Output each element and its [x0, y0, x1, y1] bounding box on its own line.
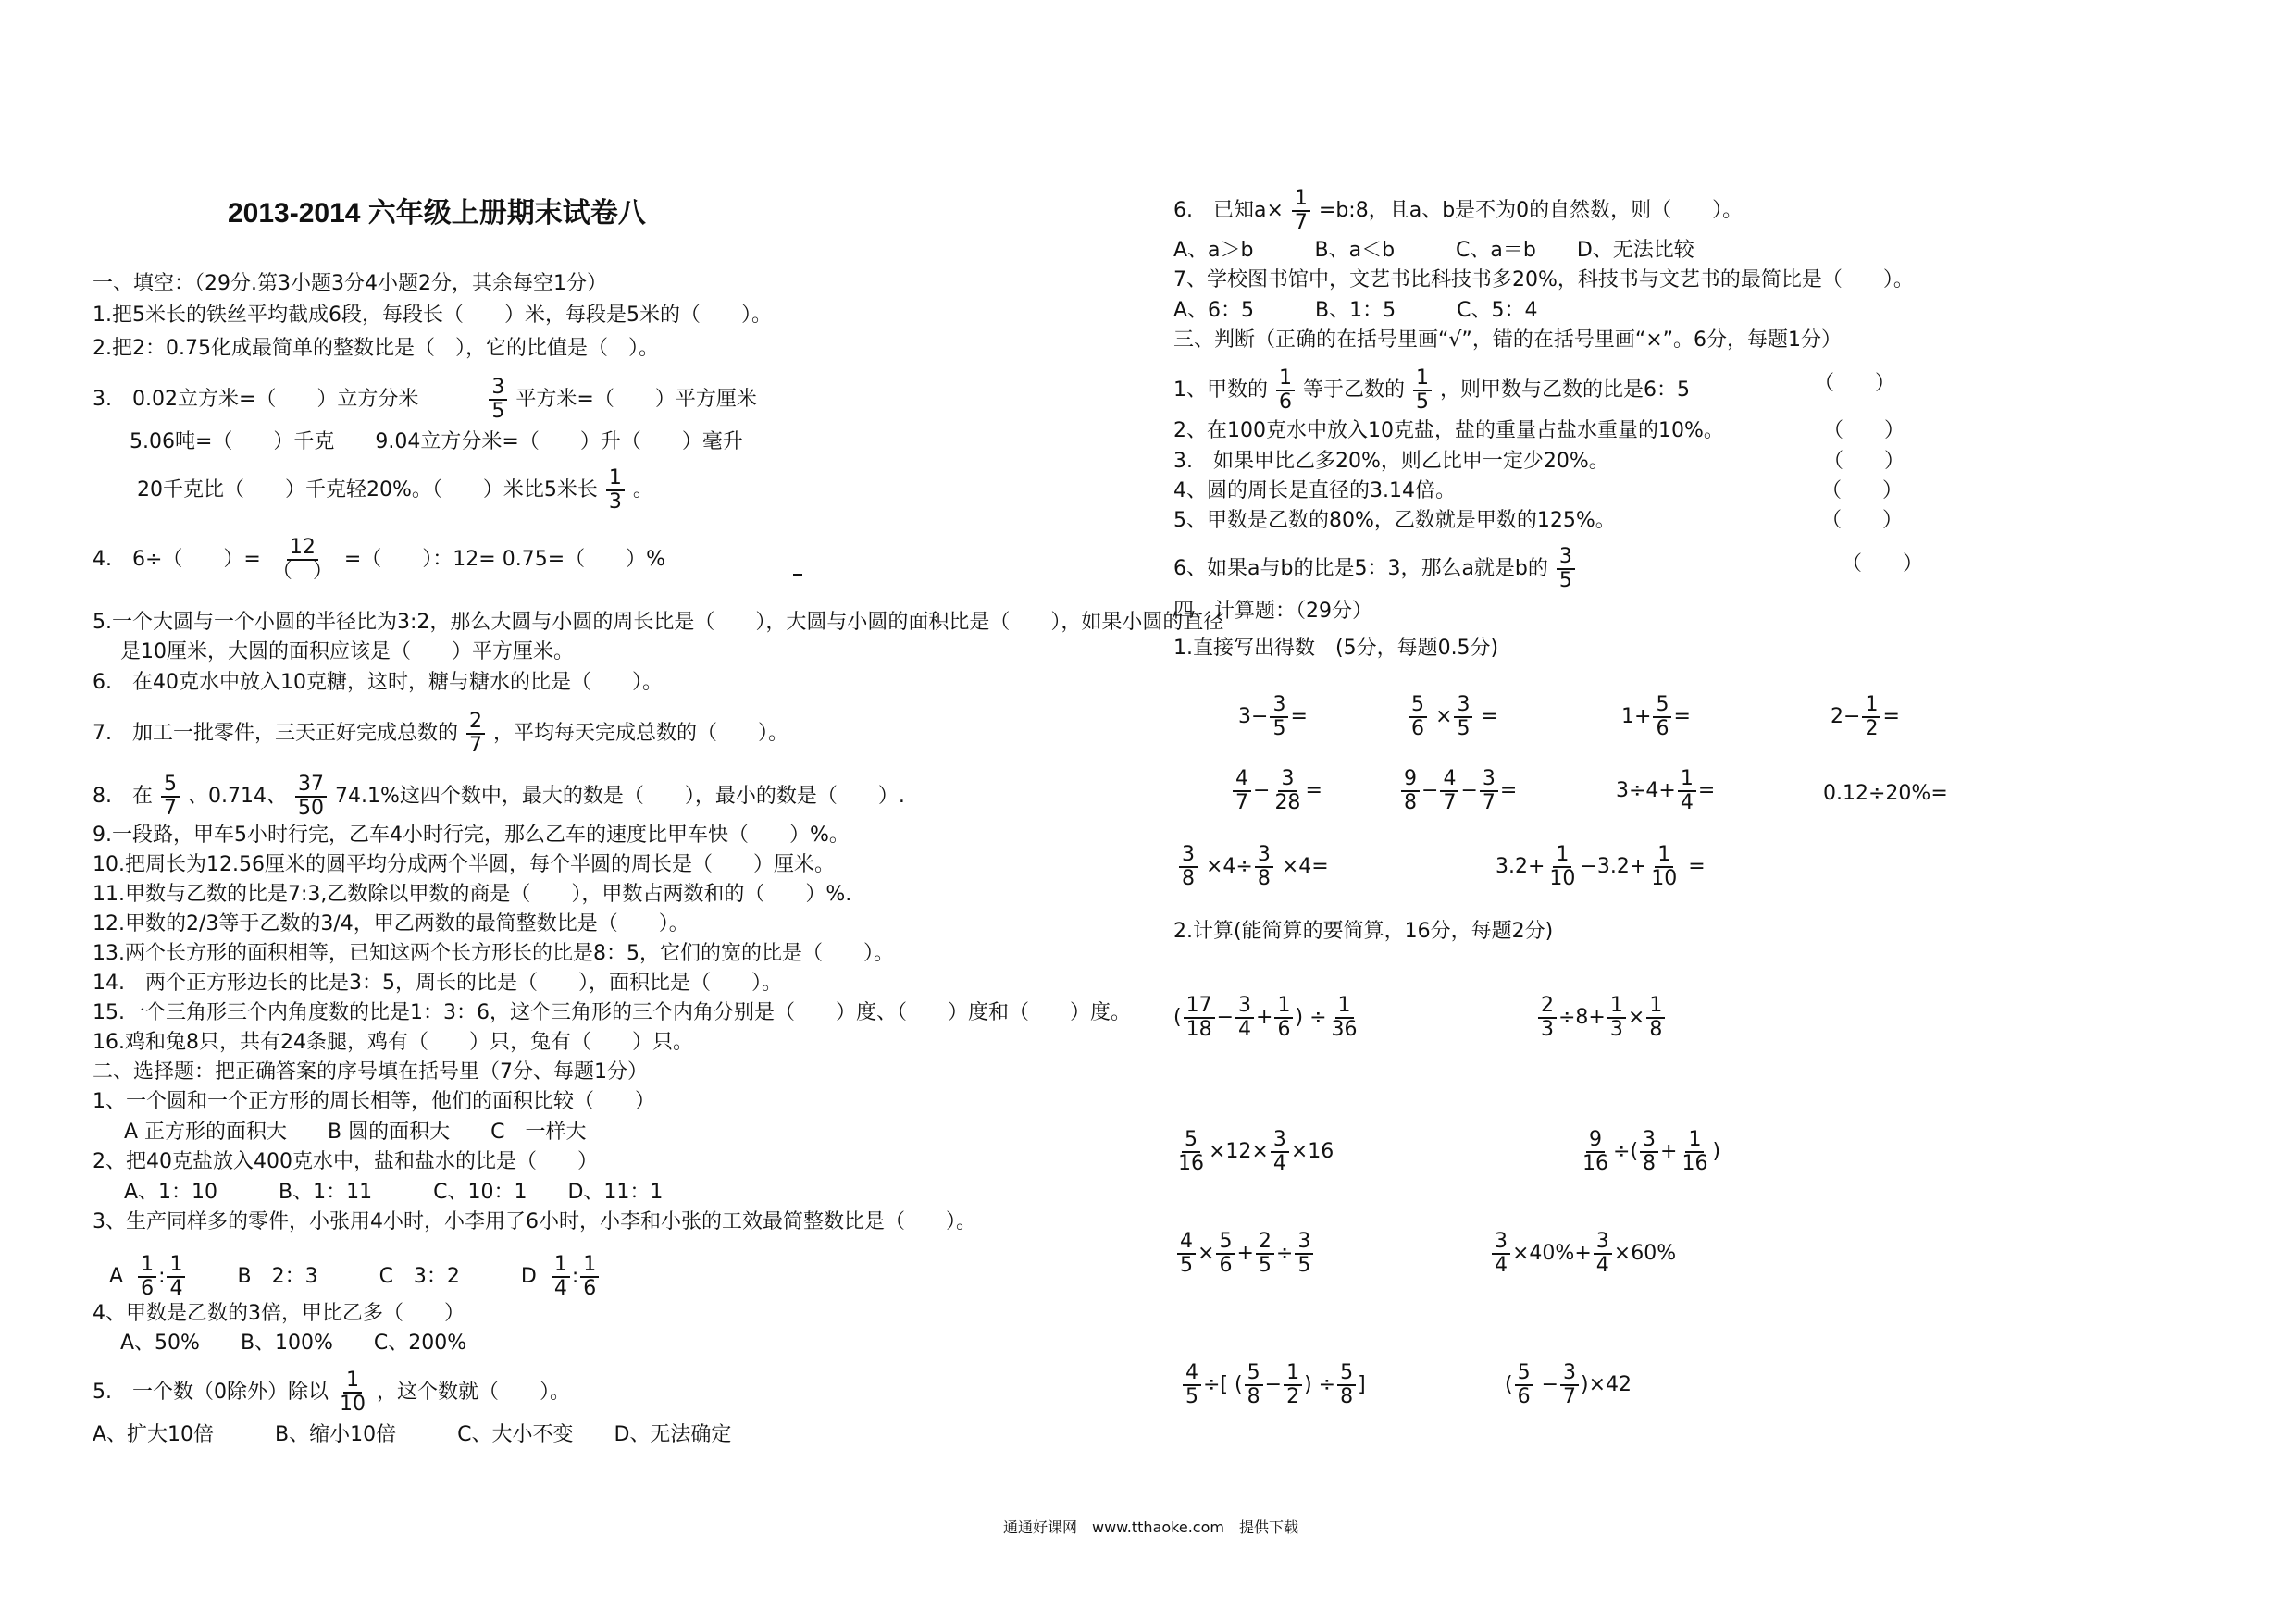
fraction-1-7: $\frac{1}{7}$ [1292, 188, 1310, 234]
calc2-expr-5: $\frac{4}{5}$ × $\frac{5}{6}$ + $\frac{2}{5}$ ÷ $\frac{3}{5}$ [1175, 1231, 1315, 1277]
judge-6-answer-paren: （ ） [1842, 552, 1924, 576]
choice-7-options: A、6：5 B、1：5 C、5：4 [1173, 299, 1538, 322]
question-3-line-3 [137, 467, 653, 514]
calc2-expr-4: $\frac{9}{16}$ ÷( $\frac{3}{8}$ + $\frac{1}{16}$ ) [1582, 1128, 1721, 1175]
calc-2-heading: 2.计算(能简算的要简算，16分，每题2分) [1173, 920, 1554, 943]
choice-4: 4、甲数是乙数的3倍，甲比乙多（ ） [93, 1302, 465, 1325]
calc2-expr-7: $\frac{4}{5}$ ÷[ ( $\frac{5}{8}$ − $\frac{1}{2}$ ) ÷ $\frac{5}{8}$ ] [1181, 1362, 1366, 1408]
judge-2-answer-paren: （ ） [1823, 419, 1905, 442]
choice-6-part-b: =b:8，且a、b是不为0的自然数，则（ ）。 [1318, 199, 1744, 222]
choice-7: 7、学校图书馆中，文艺书比科技书多20%，科技书与文艺书的最简比是（ ）。 [1173, 268, 1914, 291]
section-1-heading: 一、填空：（29分.第3小题3分4小题2分，其余每空1分） [93, 272, 607, 295]
calc2-expr-8: ( $\frac{5}{6}$ − $\frac{3}{7}$ )×42 [1505, 1361, 1632, 1408]
fraction-3-5: $\frac{3}{5}$ [489, 377, 507, 423]
calc-1-heading: 1.直接写出得数 (5分，每题0.5分) [1173, 637, 1499, 660]
choice-4-options: A、50% B、100% C、200% [100, 1332, 467, 1355]
fraction-1-4: $\frac{1}{4}$ [167, 1254, 185, 1300]
question-1: 1.把5米长的铁丝平均截成6段，每段长（ ）米，每段是5米的（ ）。 [93, 304, 772, 327]
calc2-expr-1: ( $\frac{17}{18}$ − $\frac{3}{4}$ + $\frac{1}{6}$ ) ÷ $\frac{1}{36}$ [1173, 994, 1358, 1041]
footer-source: 通通好课网 www.tthaoke.com 提供下载 [1003, 1518, 1298, 1536]
fraction-5-7: $\frac{5}{7}$ [161, 774, 180, 820]
calc2-expr-3: $\frac{5}{16}$ ×12× $\frac{3}{4}$ ×16 [1178, 1128, 1334, 1175]
question-3-line-1 [93, 377, 757, 423]
judge-3: 3. 如果甲比乙多20%，则乙比甲一定少20%。 [1173, 450, 1609, 473]
choice-3-option-a-label: A [109, 1265, 124, 1288]
judge-5-answer-paren: （ ） [1821, 509, 1904, 532]
choice-6-part-a: 6. 已知a× [1173, 199, 1284, 222]
calc-expr-7: 3÷4+ $\frac{1}{4}$ = [1616, 767, 1716, 814]
question-3-line-2: 5.06吨=（ ）千克 9.04立方分米=（ ）升（ ）毫升 [130, 430, 743, 453]
question-13: 13.两个长方形的面积相等，已知这两个长方形长的比是8：5，它们的宽的比是（ ）。 [93, 942, 894, 965]
question-9: 9.一段路，甲车5小时行完，乙车4小时行完，那么乙车的速度比甲车快（ ）%。 [93, 824, 850, 847]
question-3-part-a: 3. 0.02立方米=（ ）立方分米 [93, 388, 419, 411]
judge-1-part-c: ，则甲数与乙数的比是6：5 [1440, 378, 1691, 402]
judge-4-answer-paren: （ ） [1821, 479, 1904, 502]
question-6: 6. 在40克水中放入10克糖，这时，糖与糖水的比是（ ）。 [93, 671, 663, 694]
choice-5-options: A、扩大10倍 B、缩小10倍 C、大小不变 D、无法确定 [93, 1423, 732, 1446]
calc-expr-10: 3.2+ $\frac{1}{10}$ −3.2+ $\frac{1}{10}$ = [1496, 843, 1706, 890]
judge-1-part-b: 等于乙数的 [1303, 378, 1406, 402]
calc-expr-6: $\frac{9}{8}$ − $\frac{4}{7}$ − $\frac{3}{7}$ = [1399, 768, 1517, 814]
fraction-3-5-j: $\frac{3}{5}$ [1557, 546, 1575, 592]
calc2-expr-2: $\frac{2}{3}$ ÷8+ $\frac{1}{3}$ × $\frac{1}{8}$ [1536, 995, 1667, 1041]
fraction-12-blank: $\frac{12}{( )}$ [271, 536, 333, 583]
question-3-part-c: 平方米=（ ）平方厘米 [515, 388, 757, 411]
choice-1: 1、一个圆和一个正方形的周长相等，他们的面积比较（ ） [93, 1090, 655, 1113]
choice-5 [93, 1369, 570, 1416]
choice-3-options: A $\frac{1}{6}$ : $\frac{1}{4}$ B 2：3 C 3：2 D $\frac{1}{4}$ : $\frac{1}{6}$ [109, 1254, 601, 1300]
calc-expr-8: 0.12÷20%= [1823, 782, 1948, 805]
choice-3: 3、生产同样多的零件，小张用4小时，小李用了6小时，小李和小张的工效最简整数比是（ ）。 [93, 1210, 976, 1233]
question-14: 14. 两个正方形边长的比是3：5，周长的比是（ ），面积比是（ ）。 [93, 972, 782, 995]
question-12: 12.甲数的2/3等于乙数的3/4，甲乙两数的最简整数比是（ ）。 [93, 912, 689, 935]
stray-dash-mark [793, 574, 802, 576]
question-8-part-c: 74.1%这四个数中，最大的数是（ ），最小的数是（ ）. [334, 785, 905, 808]
question-16: 16.鸡和兔8只，共有24条腿，鸡有（ ）只，兔有（ ）只。 [93, 1031, 693, 1054]
judge-3-answer-paren: （ ） [1823, 450, 1905, 473]
choice-2-options: A、1：10 B、1：11 C、10：1 D、11：1 [104, 1181, 664, 1204]
fraction-1-6-j: $\frac{1}{6}$ [1276, 367, 1295, 414]
question-5-line-2: 是10厘米，大圆的面积应该是（ ）平方厘米。 [120, 640, 574, 663]
question-2: 2.把2：0.75化成最简单的整数比是（ ），它的比值是（ ）。 [93, 337, 659, 360]
choice-5-part-a: 5. 一个数（0除外）除以 [93, 1381, 329, 1404]
question-8-part-a: 8. 在 [93, 785, 153, 808]
question-10: 10.把周长为12.56厘米的圆平均分成两个半圆，每个半圆的周长是（ ）厘米。 [93, 853, 835, 876]
question-4 [93, 537, 665, 583]
page-title: 2013-2014 六年级上册期末试卷八 [228, 198, 646, 229]
question-5-line-1: 5.一个大圆与一个小圆的半径比为3:2，那么大圆与小圆的周长比是（ ），大圆与小圆的面积比是（ ），如果小圆的直径 [93, 611, 1224, 634]
fraction-1-4-b: $\frac{1}{4}$ [552, 1254, 570, 1300]
choice-6 [1173, 188, 1743, 234]
calc2-expr-6: $\frac{3}{4}$ ×40%+ $\frac{3}{4}$ ×60% [1490, 1231, 1676, 1277]
calc-expr-2: $\frac{5}{6}$ × $\frac{3}{5}$ = [1407, 694, 1498, 740]
question-3-text: 20千克比（ ）千克轻20%。（ ）米比5米长 [137, 478, 598, 502]
question-8-part-b: 、0.714、 [188, 785, 287, 808]
choice-3-options-b-c-d: B 2：3 C 3：2 D [237, 1265, 537, 1288]
question-7-part-a: 7. 加工一批零件，三天正好完成总数的 [93, 722, 458, 745]
calc-expr-3: 1+ $\frac{5}{6}$ = [1621, 693, 1691, 740]
choice-5-part-b: ，这个数就（ ）。 [377, 1381, 571, 1404]
fraction-2-7: $\frac{2}{7}$ [466, 711, 485, 757]
judge-5: 5、甲数是乙数的80%，乙数就是甲数的125%。 [1173, 509, 1616, 532]
question-11: 11.甲数与乙数的比是7:3,乙数除以甲数的商是（ ），甲数占两数和的（ ）%. [93, 883, 852, 906]
judge-6-text: 6、如果a与b的比是5：3，那么a就是b的 [1173, 557, 1548, 580]
section-3-heading: 三、判断（正确的在括号里画“√”，错的在括号里画“×”。6分，每题1分） [1173, 328, 1843, 352]
calc-expr-5: $\frac{4}{7}$ − $\frac{3}{28}$ = [1231, 768, 1322, 814]
fraction-1-3: $\frac{1}{3}$ [606, 467, 625, 514]
fraction-1-6-b: $\frac{1}{6}$ [580, 1254, 599, 1300]
choice-6-options: A、a＞b B、a＜b C、a＝b D、无法比较 [1173, 239, 1694, 262]
fraction-37-50: $\frac{37}{50}$ [295, 774, 327, 820]
question-15: 15.一个三角形三个内角度数的比是1：3：6，这个三角形的三个内角分别是（ ）度、（ ）度和（ ）度。 [93, 1001, 1131, 1024]
question-7 [93, 711, 788, 757]
fraction-1-6: $\frac{1}{6}$ [138, 1254, 156, 1300]
choice-1-options: A 正方形的面积大 B 圆的面积大 C 一样大 [104, 1121, 587, 1144]
judge-2: 2、在100克水中放入10克盐，盐的重量占盐水重量的10%。 [1173, 419, 1724, 442]
question-7-part-b: ，平均每天完成总数的（ ）。 [493, 722, 789, 745]
question-4-part-b: =（ ）：12= 0.75=（ ）% [343, 548, 666, 571]
question-3-end: 。 [632, 478, 653, 502]
fraction-1-10: $\frac{1}{10}$ [340, 1369, 366, 1416]
question-8 [93, 774, 905, 820]
judge-6 [1173, 546, 1577, 592]
calc-expr-9: $\frac{3}{8}$ ×4÷ $\frac{3}{8}$ ×4= [1177, 844, 1329, 890]
section-2-heading: 二、选择题：把正确答案的序号填在括号里（7分、每题1分） [93, 1060, 648, 1084]
calc-expr-4: 2− $\frac{1}{2}$ = [1831, 693, 1900, 740]
judge-1-answer-paren: （ ） [1814, 372, 1896, 395]
judge-4: 4、圆的周长是直径的3.14倍。 [1173, 479, 1456, 502]
judge-1-part-a: 1、甲数的 [1173, 378, 1268, 402]
choice-2: 2、把40克盐放入400克水中，盐和盐水的比是（ ） [93, 1150, 598, 1173]
calc-expr-1: 3− $\frac{3}{5}$ = [1238, 693, 1308, 740]
judge-1 [1173, 367, 1690, 414]
section-4-heading: 四、计算题：（29分） [1173, 600, 1372, 623]
question-4-part-a: 4. 6÷（ ）= [93, 548, 261, 571]
fraction-1-5-j: $\frac{1}{5}$ [1413, 367, 1432, 414]
